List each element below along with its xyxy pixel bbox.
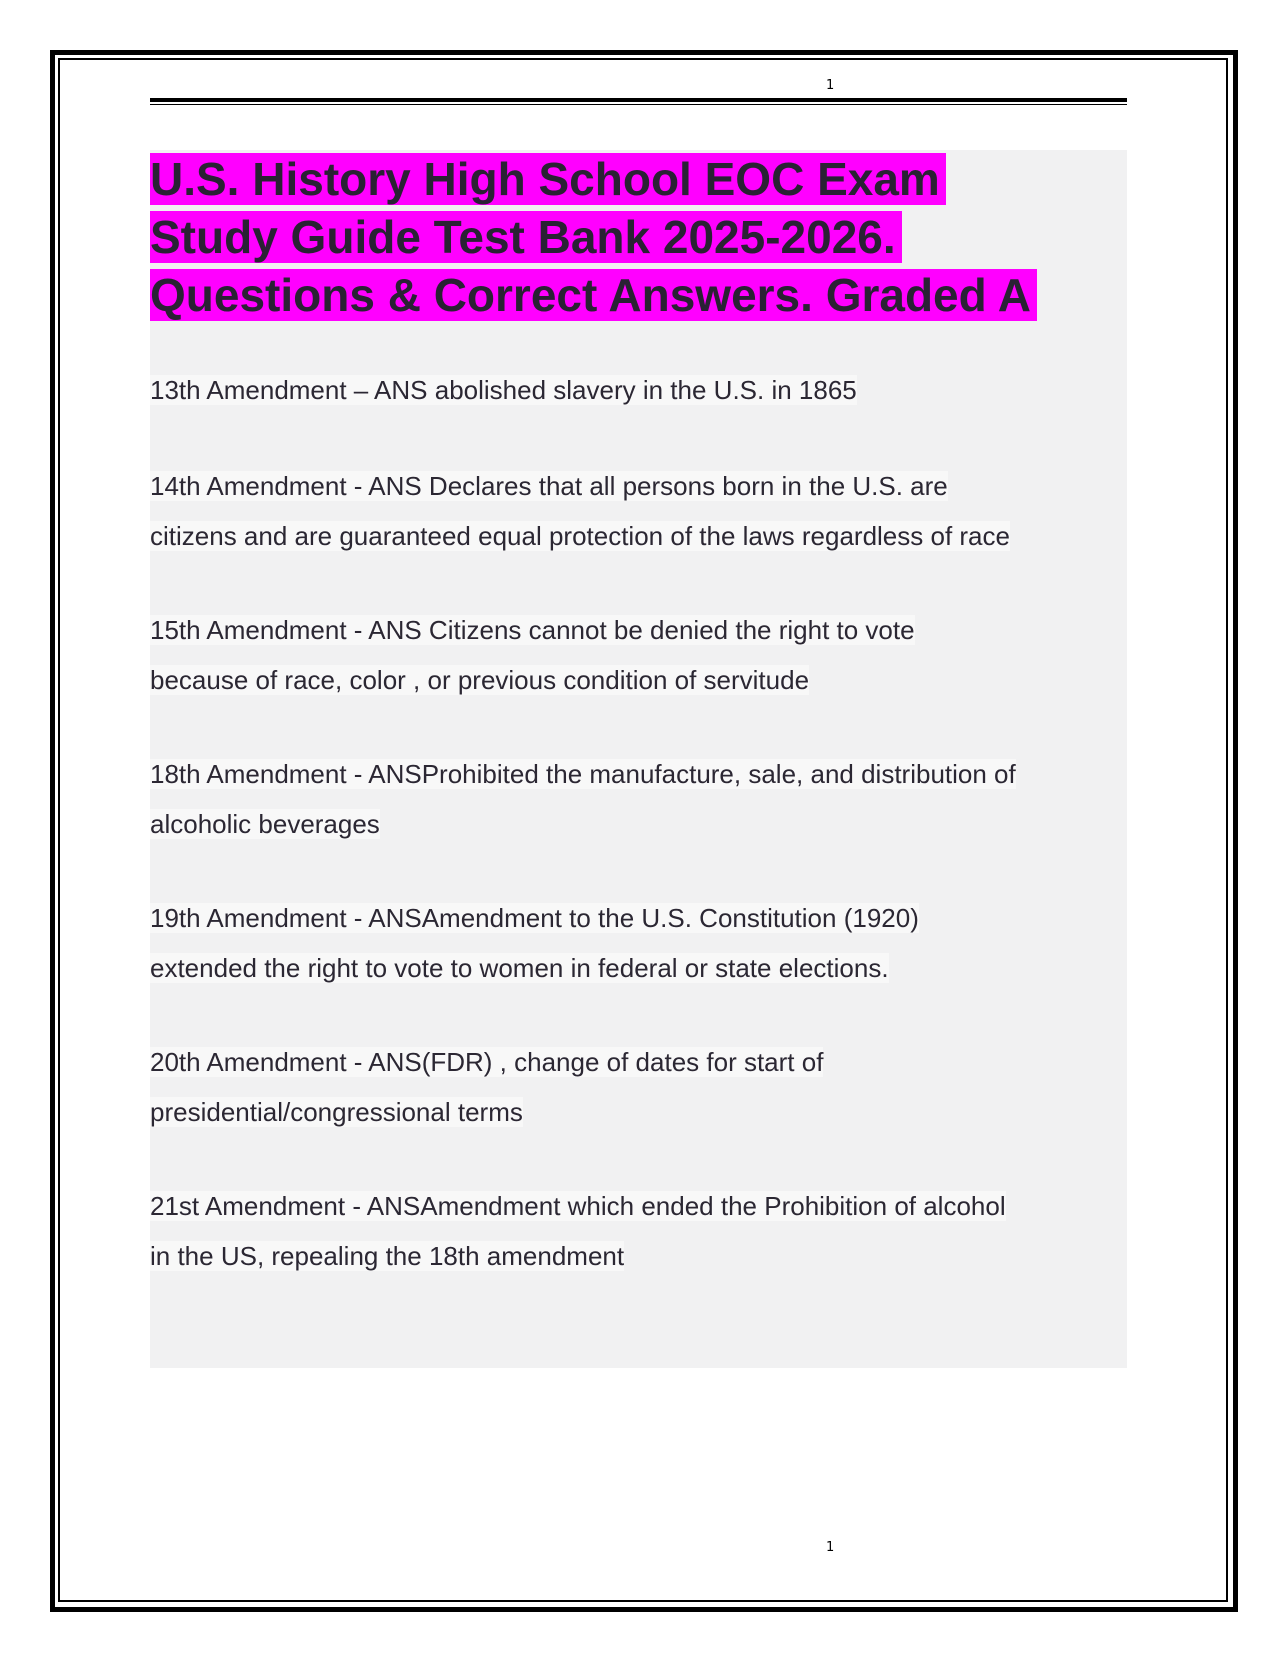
entry-line: 13th Amendment – ANS abolished slavery in the U.S. in 1865 [150, 375, 857, 405]
entry-line: 20th Amendment - ANS(FDR) , change of dates for start of [150, 1047, 824, 1077]
header-rule-thin [150, 104, 1127, 105]
entry-line: in the US, repealing the 18th amendment [150, 1241, 625, 1271]
entry-line: 14th Amendment - ANS Declares that all persons born in the U.S. are [150, 471, 948, 501]
entry-line: citizens and are guaranteed equal protection of the laws regardless of race [150, 521, 1010, 551]
document-title [150, 150, 1127, 324]
entry-line: 21st Amendment - ANSAmendment which ended the Prohibition of alcohol [150, 1191, 1006, 1221]
entry-line: because of race, color , or previous condition of servitude [150, 665, 810, 695]
qa-entry-19th-amendment [150, 893, 1127, 993]
entry-line: 15th Amendment - ANS Citizens cannot be denied the right to vote [150, 615, 915, 645]
entry-line: 19th Amendment - ANSAmendment to the U.S. Constitution (1920) [150, 903, 919, 933]
qa-entry-13th-amendment [150, 365, 1127, 415]
entry-line: presidential/congressional terms [150, 1097, 523, 1127]
header-rule [150, 98, 1127, 102]
qa-entry-14th-amendment [150, 461, 1127, 561]
header-page-number: 1 [826, 78, 835, 93]
qa-entry-18th-amendment [150, 749, 1127, 849]
title-line: Study Guide Test Bank 2025-2026. [150, 211, 902, 263]
qa-entry-20th-amendment [150, 1037, 1127, 1137]
title-line: Questions & Correct Answers. Graded A [150, 269, 1037, 321]
qa-entry-15th-amendment [150, 605, 1127, 705]
footer-page-number: 1 [826, 1540, 835, 1555]
entry-line: alcoholic beverages [150, 809, 380, 839]
title-line: U.S. History High School EOC Exam [150, 153, 946, 205]
entry-line: 18th Amendment - ANSProhibited the manufacture, sale, and distribution of [150, 759, 1016, 789]
qa-entry-21st-amendment [150, 1181, 1127, 1281]
entry-line: extended the right to vote to women in federal or state elections. [150, 953, 889, 983]
